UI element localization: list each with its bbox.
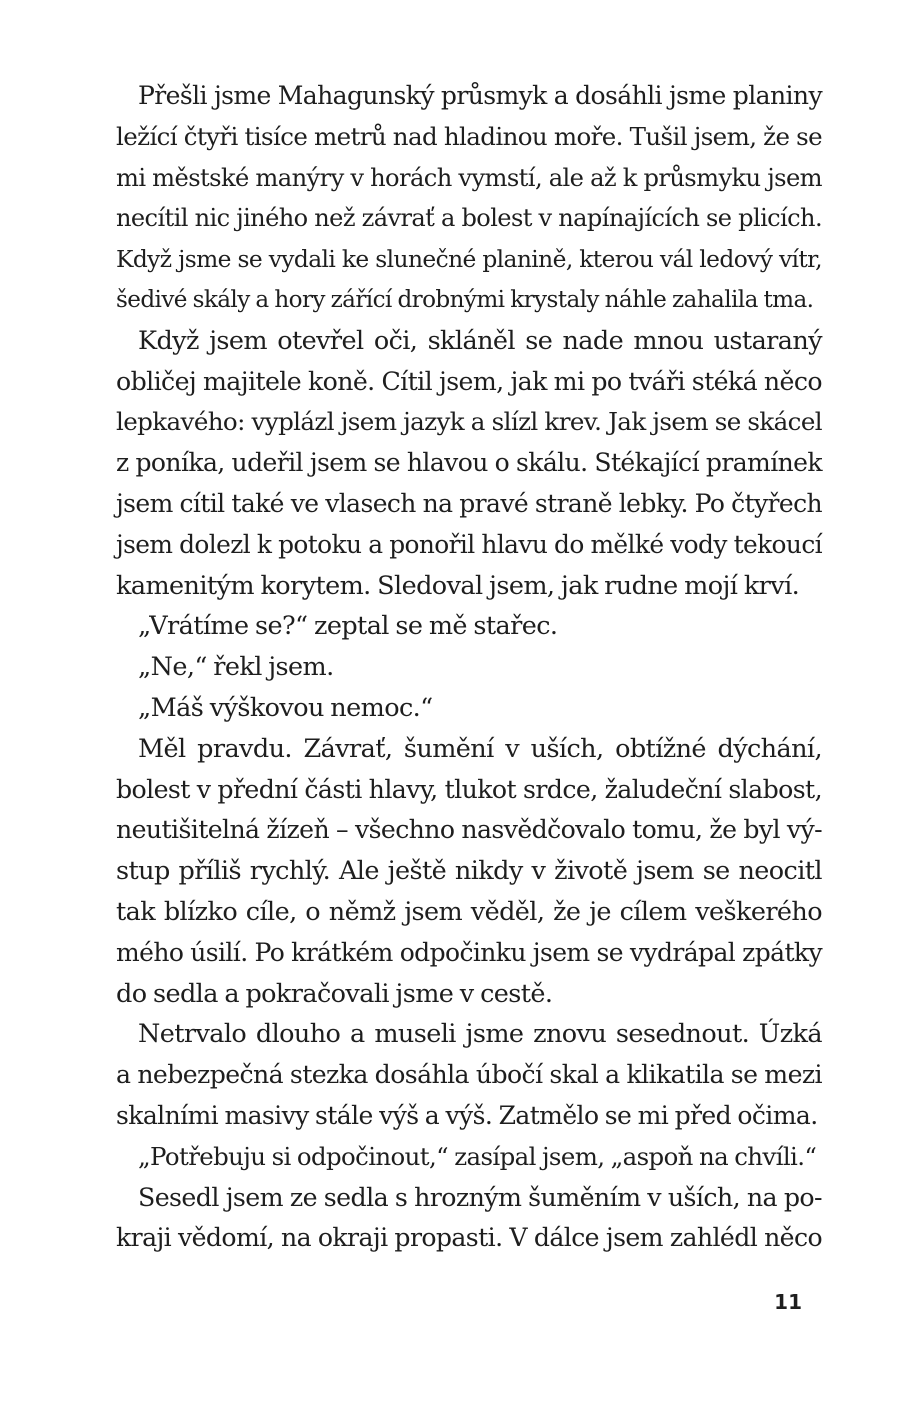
text-line: Měl pravdu. Závrať, šumění v uších, obtížné dýchání, (138, 733, 822, 764)
text-line: Když jsem otevřel oči, skláněl se nade mnou ustaraný (138, 325, 822, 356)
text-line: mi městské manýry v horách vymstí, ale až k průsmyku jsem (116, 163, 822, 192)
dialogue-line: „Potřebuju si odpočinout,“ zasípal jsem, „aspoň na chvíli.“ (138, 1141, 817, 1171)
text-line: obličej majitele koně. Cítil jsem, jak mi po tváři stéká něco (116, 366, 822, 396)
text-line: Netrvalo dlouho a museli jsme znovu sesednout. Úzká (138, 1019, 822, 1050)
text-line: stup příliš rychlý. Ale ještě nikdy v životě jsem se neocitl (116, 856, 822, 887)
text-line: necítil nic jiného než závrať a bolest v napínajících se plicích. (116, 204, 822, 233)
text-line: tak blízko cíle, o němž jsem věděl, že je cílem veškerého (116, 896, 822, 927)
text-line: mého úsilí. Po krátkém odpočinku jsem se vydrápal zpátky (116, 937, 822, 967)
text-line: Když jsme se vydali ke slunečné planině, kterou vál ledový vítr, (116, 245, 822, 274)
text-line: jsem cítil také ve vlasech na pravé straně lebky. Po čtyřech (116, 488, 822, 518)
dialogue-line: „Ne,“ řekl jsem. (138, 652, 334, 683)
text-line: jsem dolezl k potoku a ponořil hlavu do mělké vody tekoucí (116, 529, 822, 559)
dialogue-line: „Vrátíme se?“ zeptal se mě stařec. (138, 611, 558, 642)
book-page-text (116, 76, 822, 1259)
text-line: šedivé skály a hory zářící drobnými krystaly náhle zahalila tma. (116, 286, 814, 313)
text-line: kamenitým korytem. Sledoval jsem, jak rudne mojí krví. (116, 570, 800, 601)
text-line: Přešli jsme Mahagunský průsmyk a dosáhli jsme planiny (138, 81, 822, 110)
text-line: do sedla a pokračovali jsme v cestě. (116, 978, 553, 1009)
text-line: Sesedl jsem ze sedla s hrozným šuměním v uších, na po- (138, 1182, 822, 1212)
text-line: z poníka, udeřil jsem se hlavou o skálu. Stékající pramínek (116, 448, 822, 478)
text-line: bolest v přední části hlavy, tlukot srdce, žaludeční slabost, (116, 774, 822, 804)
text-line: skalními masivy stále výš a výš. Zatmělo se mi před očima. (116, 1100, 818, 1130)
text-line: lepkavého: vyplázl jsem jazyk a slízl krev. Jak jsem se skácel (116, 407, 822, 437)
page-number: 11 (774, 1290, 802, 1314)
dialogue-line: „Máš výškovou nemoc.“ (138, 692, 433, 723)
text-line: kraji vědomí, na okraji propasti. V dálce jsem zahlédl něco (116, 1223, 822, 1253)
text-line: neutišitelná žízeň – všechno nasvědčovalo tomu, že byl vý- (116, 815, 822, 845)
text-line: ležící čtyři tisíce metrů nad hladinou moře. Tušil jsem, že se (116, 121, 822, 151)
text-line: a nebezpečná stezka dosáhla úbočí skal a klikatila se mezi (116, 1060, 822, 1090)
